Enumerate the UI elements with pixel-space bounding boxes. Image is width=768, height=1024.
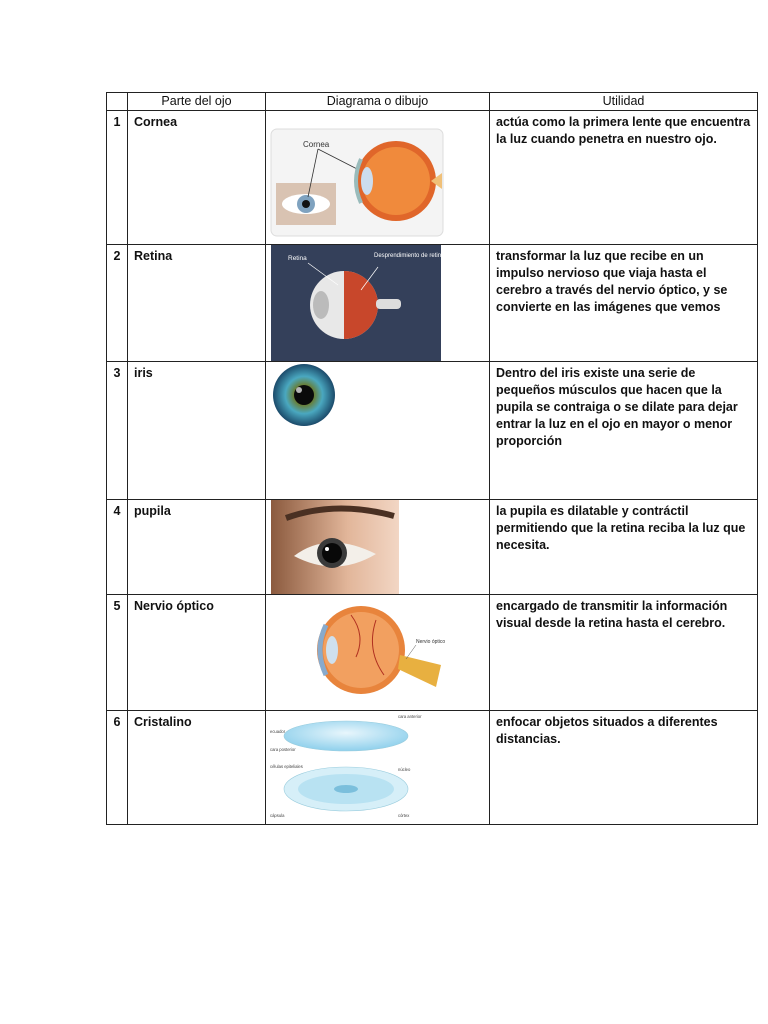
row-number: 2: [107, 245, 128, 362]
diagram-cell: [266, 500, 490, 595]
cornea-label: Cornea: [303, 140, 330, 149]
header-part: Parte del ojo: [128, 93, 266, 111]
lens-label: ecuador: [270, 729, 286, 734]
utility-text: actúa como la primera lente que encuentra la luz cuando penetra en nuestro ojo.: [490, 111, 758, 245]
part-name: iris: [128, 362, 266, 500]
row-number: 6: [107, 711, 128, 825]
pupil-diagram: [266, 500, 490, 594]
table-row: [107, 245, 758, 362]
lens-diagram: [266, 711, 490, 824]
row-number: 5: [107, 595, 128, 711]
optic-nerve-diagram: [266, 595, 490, 710]
part-name: Cornea: [128, 111, 266, 245]
utility-text: la pupila es dilatable y contráctil permitiendo que la retina reciba la luz que necesita.: [490, 500, 758, 595]
lens-label: cápsula: [270, 813, 285, 818]
diagram-cell: [266, 362, 490, 500]
part-name: Retina: [128, 245, 266, 362]
table-row: [107, 500, 758, 595]
row-number: 1: [107, 111, 128, 245]
table-row: [107, 711, 758, 825]
utility-text: encargado de transmitir la información visual desde la retina hasta el cerebro.: [490, 595, 758, 711]
lens-label: células epiteliales: [270, 764, 303, 769]
diagram-cell: [266, 595, 490, 711]
lens-label: cara posterior: [270, 747, 296, 752]
utility-text: transformar la luz que recibe en un impulso nervioso que viaja hasta el cerebro a través del nervio óptico, y se convierte en las imágenes que vemos: [490, 245, 758, 362]
header-diagram: Diagrama o dibujo: [266, 93, 490, 111]
utility-text: Dentro del iris existe una serie de pequeños músculos que hacen que la pupila se contraiga o se dilate para dejar entrar la luz en el ojo en mayor o menor proporción: [490, 362, 758, 500]
table-row: [107, 595, 758, 711]
header-row: [107, 93, 758, 111]
header-number: [107, 93, 128, 111]
iris-diagram: [266, 362, 490, 499]
header-utility: Utilidad: [490, 93, 758, 111]
table-row: [107, 362, 758, 500]
cornea-diagram: [266, 111, 490, 244]
optic-nerve-label: Nervio óptico: [416, 639, 446, 645]
retina-label: Retina: [288, 255, 307, 262]
lens-label: córtex: [398, 813, 410, 818]
utility-text: enfocar objetos situados a diferentes distancias.: [490, 711, 758, 825]
detachment-label: Desprendimiento de retina: [374, 253, 445, 259]
part-name: Cristalino: [128, 711, 266, 825]
diagram-cell: [266, 711, 490, 825]
retina-diagram: [266, 245, 490, 361]
part-name: Nervio óptico: [128, 595, 266, 711]
table-row: [107, 111, 758, 245]
row-number: 4: [107, 500, 128, 595]
diagram-cell: [266, 245, 490, 362]
part-name: pupila: [128, 500, 266, 595]
lens-label: núcleo: [398, 767, 411, 772]
row-number: 3: [107, 362, 128, 500]
eye-parts-table: [106, 92, 758, 825]
lens-label: cara anterior: [398, 714, 422, 719]
diagram-cell: [266, 111, 490, 245]
